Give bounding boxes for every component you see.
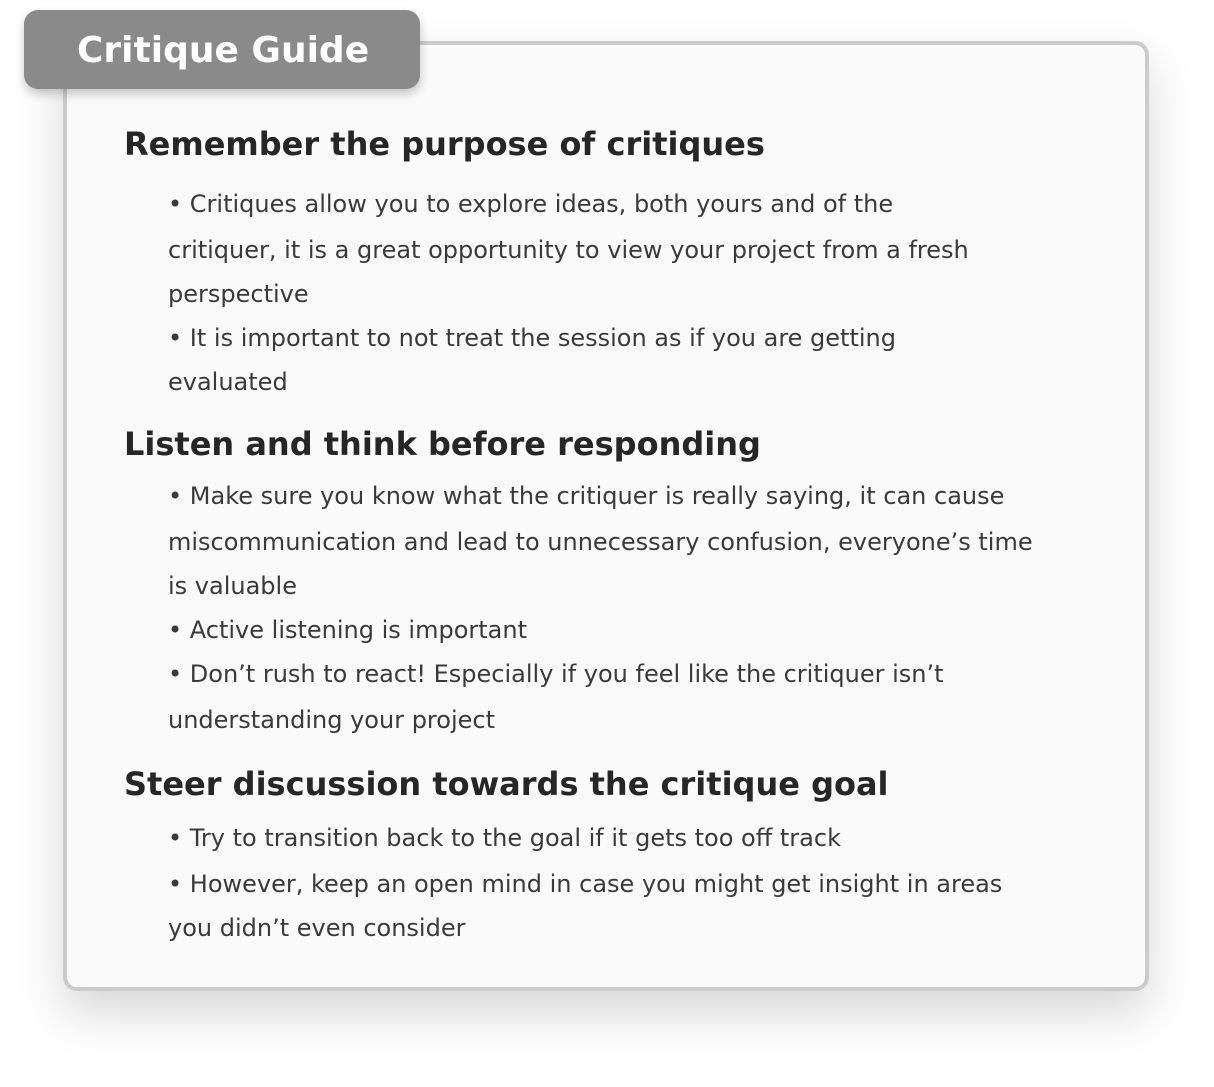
- bullet-line: is valuable: [168, 572, 297, 600]
- bullet-line: miscommunication and lead to unnecessary confusion, everyone’s time: [168, 528, 1033, 556]
- bullet-line: evaluated: [168, 368, 288, 396]
- section-heading-steer: Steer discussion towards the critique goal: [124, 765, 889, 803]
- section-heading-listen: Listen and think before responding: [124, 425, 761, 463]
- bullet-line: • Active listening is important: [168, 616, 527, 644]
- bullet-line: • Don’t rush to react! Especially if you feel like the critiquer isn’t: [168, 660, 944, 688]
- bullet-line: • It is important to not treat the session as if you are getting: [168, 324, 896, 352]
- section-heading-purpose: Remember the purpose of critiques: [124, 125, 765, 163]
- page-title: Critique Guide: [77, 30, 370, 71]
- bullet-line: • Make sure you know what the critiquer is really saying, it can cause: [168, 482, 1005, 510]
- bullet-line: you didn’t even consider: [168, 914, 466, 942]
- bullet-line: • However, keep an open mind in case you might get insight in areas: [168, 870, 1003, 898]
- bullet-line: • Try to transition back to the goal if it gets too off track: [168, 824, 841, 852]
- bullet-line: understanding your project: [168, 706, 495, 734]
- bullet-line: critiquer, it is a great opportunity to view your project from a fresh: [168, 236, 969, 264]
- bullet-line: • Critiques allow you to explore ideas, both yours and of the: [168, 190, 894, 218]
- bullet-line: perspective: [168, 280, 309, 308]
